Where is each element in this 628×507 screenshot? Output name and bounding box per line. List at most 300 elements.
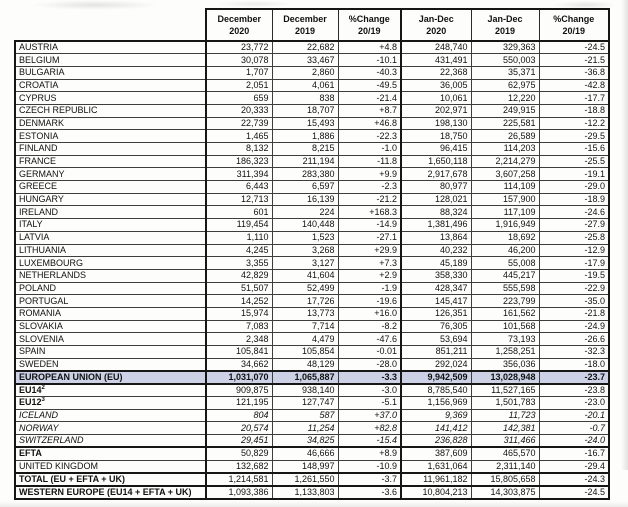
value-cell: 11,254 xyxy=(272,422,338,435)
country-label: EFTA xyxy=(15,447,206,460)
header-jandec-2019 xyxy=(471,9,539,41)
value-cell: 20,574 xyxy=(206,422,272,435)
value-cell: -32.3 xyxy=(539,346,609,359)
value-cell: 148,997 xyxy=(272,460,338,473)
table-row xyxy=(15,155,609,168)
value-cell: -26.6 xyxy=(539,333,609,346)
value-cell: 62,975 xyxy=(471,79,539,92)
value-cell: 35,371 xyxy=(471,66,539,79)
table-row xyxy=(15,143,609,156)
value-cell: -49.5 xyxy=(338,79,401,92)
scan-edge-shadow-bottom xyxy=(0,501,628,507)
value-cell: 2,311,140 xyxy=(471,460,539,473)
table-row xyxy=(15,358,609,371)
country-label: ICELAND xyxy=(15,409,206,422)
value-cell: -40.3 xyxy=(338,66,401,79)
table-row xyxy=(15,206,609,219)
value-cell: -21.8 xyxy=(539,307,609,320)
header-line: %Change xyxy=(348,14,390,24)
value-cell: 1,156,969 xyxy=(401,397,471,410)
value-cell: -23.0 xyxy=(539,397,609,410)
country-label: DENMARK xyxy=(15,117,206,130)
value-cell: 1,381,496 xyxy=(401,219,471,232)
table-row xyxy=(15,435,609,448)
value-cell: +8.9 xyxy=(338,447,401,460)
value-cell: 225,581 xyxy=(471,117,539,130)
value-cell: -3.0 xyxy=(338,384,401,397)
value-cell: 142,381 xyxy=(471,422,539,435)
country-label: SLOVAKIA xyxy=(15,320,206,333)
value-cell: 14,303,875 xyxy=(471,486,539,499)
value-cell: -22.9 xyxy=(539,282,609,295)
table-row xyxy=(15,333,609,346)
value-cell: -19.1 xyxy=(539,168,609,181)
value-cell: -8.2 xyxy=(338,320,401,333)
table-row xyxy=(15,409,609,422)
value-cell: 29,451 xyxy=(206,435,272,448)
country-label: HUNGARY xyxy=(15,193,206,206)
value-cell: -29.4 xyxy=(539,460,609,473)
value-cell: 2,051 xyxy=(206,79,272,92)
table-row xyxy=(15,486,609,499)
value-cell: 80,977 xyxy=(401,181,471,194)
value-cell: 11,723 xyxy=(471,409,539,422)
table-header xyxy=(15,9,609,41)
value-cell: 11,961,182 xyxy=(401,473,471,486)
value-cell: 465,570 xyxy=(471,447,539,460)
value-cell: -29.5 xyxy=(539,130,609,143)
table-row xyxy=(15,447,609,460)
value-cell: 186,323 xyxy=(206,155,272,168)
country-label: LITHUANIA xyxy=(15,244,206,257)
value-cell: -10.1 xyxy=(338,54,401,67)
value-cell: 236,828 xyxy=(401,435,471,448)
table-row xyxy=(15,54,609,67)
table-row xyxy=(15,130,609,143)
value-cell: -12.2 xyxy=(539,117,609,130)
value-cell: 3,607,258 xyxy=(471,168,539,181)
value-cell: -1.9 xyxy=(338,282,401,295)
value-cell: -18.9 xyxy=(539,193,609,206)
table-row xyxy=(15,346,609,359)
value-cell: 1,650,118 xyxy=(401,155,471,168)
value-cell: 17,726 xyxy=(272,295,338,308)
table-row xyxy=(15,422,609,435)
footnote-ref: 2 xyxy=(41,384,45,391)
country-label: GREECE xyxy=(15,181,206,194)
value-cell: 1,261,550 xyxy=(272,473,338,486)
value-cell: 15,493 xyxy=(272,117,338,130)
country-label: FRANCE xyxy=(15,155,206,168)
table-row xyxy=(15,41,609,54)
value-cell: 7,714 xyxy=(272,320,338,333)
value-cell: -3.3 xyxy=(338,371,401,384)
value-cell: 50,829 xyxy=(206,447,272,460)
value-cell: 211,194 xyxy=(272,155,338,168)
value-cell: 22,739 xyxy=(206,117,272,130)
value-cell: 1,133,803 xyxy=(272,486,338,499)
table-row xyxy=(15,307,609,320)
value-cell: -0.7 xyxy=(539,422,609,435)
table-row xyxy=(15,181,609,194)
country-label: LUXEMBOURG xyxy=(15,257,206,270)
country-label: TOTAL (EU + EFTA + UK) xyxy=(15,473,206,486)
value-cell: -24.6 xyxy=(539,206,609,219)
value-cell: 157,900 xyxy=(471,193,539,206)
value-cell: 23,772 xyxy=(206,41,272,54)
value-cell: 4,061 xyxy=(272,79,338,92)
value-cell: 45,189 xyxy=(401,257,471,270)
value-cell: 114,109 xyxy=(471,181,539,194)
value-cell: 11,527,165 xyxy=(471,384,539,397)
table-row xyxy=(15,371,609,384)
value-cell: 909,875 xyxy=(206,384,272,397)
header-line: %Change xyxy=(553,14,595,24)
value-cell: 55,008 xyxy=(471,257,539,270)
value-cell: 1,886 xyxy=(272,130,338,143)
value-cell: +82.8 xyxy=(338,422,401,435)
value-cell: 41,604 xyxy=(272,269,338,282)
value-cell: 105,854 xyxy=(272,346,338,359)
value-cell: -16.7 xyxy=(539,447,609,460)
value-cell: 22,368 xyxy=(401,66,471,79)
country-label: SWEDEN xyxy=(15,358,206,371)
value-cell: 126,351 xyxy=(401,307,471,320)
value-cell: 88,324 xyxy=(401,206,471,219)
value-cell: 4,479 xyxy=(272,333,338,346)
header-line: 20/19 xyxy=(562,26,586,36)
value-cell: -12.9 xyxy=(539,244,609,257)
value-cell: 16,139 xyxy=(272,193,338,206)
value-cell: -23.8 xyxy=(539,384,609,397)
value-cell: 1,465 xyxy=(206,130,272,143)
value-cell: -5.1 xyxy=(338,397,401,410)
country-label: CYPRUS xyxy=(15,92,206,105)
value-cell: -20.1 xyxy=(539,409,609,422)
value-cell: +16.0 xyxy=(338,307,401,320)
value-cell: 18,692 xyxy=(471,231,539,244)
value-cell: 659 xyxy=(206,92,272,105)
table-row xyxy=(15,282,609,295)
value-cell: 248,740 xyxy=(401,41,471,54)
value-cell: -28.0 xyxy=(338,358,401,371)
value-cell: 431,491 xyxy=(401,54,471,67)
value-cell: 30,078 xyxy=(206,54,272,67)
value-cell: +2.9 xyxy=(338,269,401,282)
country-label: SWITZERLAND xyxy=(15,435,206,448)
value-cell: 96,415 xyxy=(401,143,471,156)
value-cell: 18,750 xyxy=(401,130,471,143)
header-december-2019 xyxy=(272,9,338,41)
value-cell: 101,568 xyxy=(471,320,539,333)
header-corner-blank xyxy=(15,9,206,41)
table-row xyxy=(15,231,609,244)
value-cell: -21.4 xyxy=(338,92,401,105)
header-pct-change-dec xyxy=(338,9,401,41)
value-cell: 8,785,540 xyxy=(401,384,471,397)
value-cell: 15,805,658 xyxy=(471,473,539,486)
value-cell: 9,369 xyxy=(401,409,471,422)
value-cell: +8.7 xyxy=(338,104,401,117)
table-row xyxy=(15,269,609,282)
footnote-ref: 3 xyxy=(41,397,45,404)
header-pct-change-jandec xyxy=(539,9,609,41)
value-cell: 34,662 xyxy=(206,358,272,371)
value-cell: 26,589 xyxy=(471,130,539,143)
value-cell: 1,065,887 xyxy=(272,371,338,384)
value-cell: 2,348 xyxy=(206,333,272,346)
value-cell: 198,130 xyxy=(401,117,471,130)
country-label: UNITED KINGDOM xyxy=(15,460,206,473)
value-cell: -10.9 xyxy=(338,460,401,473)
value-cell: 22,682 xyxy=(272,41,338,54)
value-cell: -2.3 xyxy=(338,181,401,194)
value-cell: 311,466 xyxy=(471,435,539,448)
value-cell: 7,083 xyxy=(206,320,272,333)
value-cell: 141,412 xyxy=(401,422,471,435)
country-label: $EU14^2$ xyxy=(15,384,206,397)
value-cell: 73,193 xyxy=(471,333,539,346)
value-cell: +4.8 xyxy=(338,41,401,54)
value-cell: 18,707 xyxy=(272,104,338,117)
value-cell: 9,942,509 xyxy=(401,371,471,384)
value-cell: 1,031,070 xyxy=(206,371,272,384)
country-label: NETHERLANDS xyxy=(15,269,206,282)
value-cell: +37.0 xyxy=(338,409,401,422)
value-cell: 52,499 xyxy=(272,282,338,295)
value-cell: -18.0 xyxy=(539,358,609,371)
country-label: ROMANIA xyxy=(15,307,206,320)
value-cell: 117,109 xyxy=(471,206,539,219)
value-cell: -17.7 xyxy=(539,92,609,105)
country-label: PORTUGAL xyxy=(15,295,206,308)
value-cell: 249,915 xyxy=(471,104,539,117)
value-cell: 358,330 xyxy=(401,269,471,282)
value-cell: 356,036 xyxy=(471,358,539,371)
value-cell: 48,129 xyxy=(272,358,338,371)
value-cell: 1,631,064 xyxy=(401,460,471,473)
value-cell: 105,841 xyxy=(206,346,272,359)
country-label: ESTONIA xyxy=(15,130,206,143)
table-row xyxy=(15,168,609,181)
value-cell: 6,597 xyxy=(272,181,338,194)
value-cell: -22.3 xyxy=(338,130,401,143)
value-cell: 15,974 xyxy=(206,307,272,320)
value-cell: -11.8 xyxy=(338,155,401,168)
country-label: CZECH REPUBLIC xyxy=(15,104,206,117)
value-cell: 1,214,581 xyxy=(206,473,272,486)
country-label: SLOVENIA xyxy=(15,333,206,346)
value-cell: 3,268 xyxy=(272,244,338,257)
value-cell: +9.9 xyxy=(338,168,401,181)
value-cell: 128,021 xyxy=(401,193,471,206)
value-cell: 4,245 xyxy=(206,244,272,257)
table-row xyxy=(15,79,609,92)
value-cell: 292,024 xyxy=(401,358,471,371)
value-cell: 550,003 xyxy=(471,54,539,67)
value-cell: -24.5 xyxy=(539,486,609,499)
value-cell: 2,214,279 xyxy=(471,155,539,168)
header-line: December xyxy=(283,14,327,24)
value-cell: 46,666 xyxy=(272,447,338,460)
value-cell: 555,598 xyxy=(471,282,539,295)
value-cell: -24.3 xyxy=(539,473,609,486)
value-cell: -18.8 xyxy=(539,104,609,117)
value-cell: 938,140 xyxy=(272,384,338,397)
value-cell: 445,217 xyxy=(471,269,539,282)
value-cell: 1,707 xyxy=(206,66,272,79)
table-row xyxy=(15,397,609,410)
value-cell: -19.5 xyxy=(539,269,609,282)
value-cell: 428,347 xyxy=(401,282,471,295)
value-cell: 3,355 xyxy=(206,257,272,270)
value-cell: -27.1 xyxy=(338,231,401,244)
value-cell: 140,448 xyxy=(272,219,338,232)
country-label: GERMANY xyxy=(15,168,206,181)
value-cell: 12,220 xyxy=(471,92,539,105)
value-cell: 601 xyxy=(206,206,272,219)
value-cell: -3.6 xyxy=(338,486,401,499)
value-cell: 2,860 xyxy=(272,66,338,79)
value-cell: +29.9 xyxy=(338,244,401,257)
value-cell: -19.6 xyxy=(338,295,401,308)
header-december-2020 xyxy=(206,9,272,41)
value-cell: 13,864 xyxy=(401,231,471,244)
value-cell: 13,028,948 xyxy=(471,371,539,384)
table-row xyxy=(15,92,609,105)
table-row xyxy=(15,320,609,333)
country-label: CROATIA xyxy=(15,79,206,92)
value-cell: 51,507 xyxy=(206,282,272,295)
table-row xyxy=(15,473,609,486)
table-row xyxy=(15,117,609,130)
value-cell: 132,682 xyxy=(206,460,272,473)
value-cell: 8,215 xyxy=(272,143,338,156)
value-cell: 12,713 xyxy=(206,193,272,206)
value-cell: 34,825 xyxy=(272,435,338,448)
scan-edge-shadow-right xyxy=(621,0,628,470)
value-cell: -36.8 xyxy=(539,66,609,79)
value-cell: -35.0 xyxy=(539,295,609,308)
value-cell: 1,093,386 xyxy=(206,486,272,499)
table-row xyxy=(15,66,609,79)
header-line: 2020 xyxy=(426,26,447,36)
table-row xyxy=(15,295,609,308)
value-cell: +7.3 xyxy=(338,257,401,270)
header-jandec-2020 xyxy=(401,9,471,41)
country-label: AUSTRIA xyxy=(15,41,206,54)
value-cell: 202,971 xyxy=(401,104,471,117)
value-cell: -25.8 xyxy=(539,231,609,244)
country-label: NORWAY xyxy=(15,422,206,435)
car-registrations-table xyxy=(14,8,610,500)
value-cell: -25.5 xyxy=(539,155,609,168)
value-cell: 36,005 xyxy=(401,79,471,92)
value-cell: 223,799 xyxy=(471,295,539,308)
table-row xyxy=(15,257,609,270)
country-label: $EU12^3$ xyxy=(15,397,206,410)
country-label: BELGIUM xyxy=(15,54,206,67)
value-cell: -47.6 xyxy=(338,333,401,346)
value-cell: -27.9 xyxy=(539,219,609,232)
country-label: EUROPEAN UNION (EU) xyxy=(15,371,206,384)
country-label: WESTERN EUROPE (EU14 + EFTA + UK) xyxy=(15,486,206,499)
value-cell: -14.9 xyxy=(338,219,401,232)
value-cell: +168.3 xyxy=(338,206,401,219)
header-line: Jan-Dec xyxy=(418,14,454,24)
value-cell: 76,305 xyxy=(401,320,471,333)
header-row xyxy=(15,9,609,41)
value-cell: 329,363 xyxy=(471,41,539,54)
header-line: Jan-Dec xyxy=(487,14,523,24)
value-cell: -21.5 xyxy=(539,54,609,67)
value-cell: -17.9 xyxy=(539,257,609,270)
value-cell: -0.01 xyxy=(338,346,401,359)
value-cell: 311,394 xyxy=(206,168,272,181)
value-cell: 1,501,783 xyxy=(471,397,539,410)
table-row xyxy=(15,219,609,232)
value-cell: 6,443 xyxy=(206,181,272,194)
value-cell: 46,200 xyxy=(471,244,539,257)
value-cell: -29.0 xyxy=(539,181,609,194)
value-cell: +46.8 xyxy=(338,117,401,130)
value-cell: 1,258,251 xyxy=(471,346,539,359)
country-label: ITALY xyxy=(15,219,206,232)
value-cell: 10,061 xyxy=(401,92,471,105)
value-cell: 851,211 xyxy=(401,346,471,359)
country-label: FINLAND xyxy=(15,143,206,156)
value-cell: 53,694 xyxy=(401,333,471,346)
value-cell: 224 xyxy=(272,206,338,219)
value-cell: 127,747 xyxy=(272,397,338,410)
value-cell: 161,562 xyxy=(471,307,539,320)
country-label: SPAIN xyxy=(15,346,206,359)
country-label: LATVIA xyxy=(15,231,206,244)
value-cell: 20,333 xyxy=(206,104,272,117)
value-cell: 283,380 xyxy=(272,168,338,181)
value-cell: -42.8 xyxy=(539,79,609,92)
value-cell: 42,829 xyxy=(206,269,272,282)
table-body xyxy=(15,41,609,499)
value-cell: 14,252 xyxy=(206,295,272,308)
value-cell: 2,917,678 xyxy=(401,168,471,181)
table-row xyxy=(15,244,609,257)
value-cell: 121,195 xyxy=(206,397,272,410)
value-cell: -3.7 xyxy=(338,473,401,486)
table-row xyxy=(15,460,609,473)
value-cell: 119,454 xyxy=(206,219,272,232)
table-row xyxy=(15,384,609,397)
value-cell: -1.0 xyxy=(338,143,401,156)
value-cell: 114,203 xyxy=(471,143,539,156)
country-label: IRELAND xyxy=(15,206,206,219)
value-cell: -24.9 xyxy=(539,320,609,333)
value-cell: 1,110 xyxy=(206,231,272,244)
value-cell: -23.7 xyxy=(539,371,609,384)
value-cell: 10,804,213 xyxy=(401,486,471,499)
value-cell: -15.6 xyxy=(539,143,609,156)
value-cell: 1,916,949 xyxy=(471,219,539,232)
table-row xyxy=(15,104,609,117)
value-cell: -21.2 xyxy=(338,193,401,206)
value-cell: 40,232 xyxy=(401,244,471,257)
country-label: BULGARIA xyxy=(15,66,206,79)
value-cell: 8,132 xyxy=(206,143,272,156)
value-cell: 1,523 xyxy=(272,231,338,244)
value-cell: 3,127 xyxy=(272,257,338,270)
header-line: 20/19 xyxy=(357,26,381,36)
value-cell: 804 xyxy=(206,409,272,422)
